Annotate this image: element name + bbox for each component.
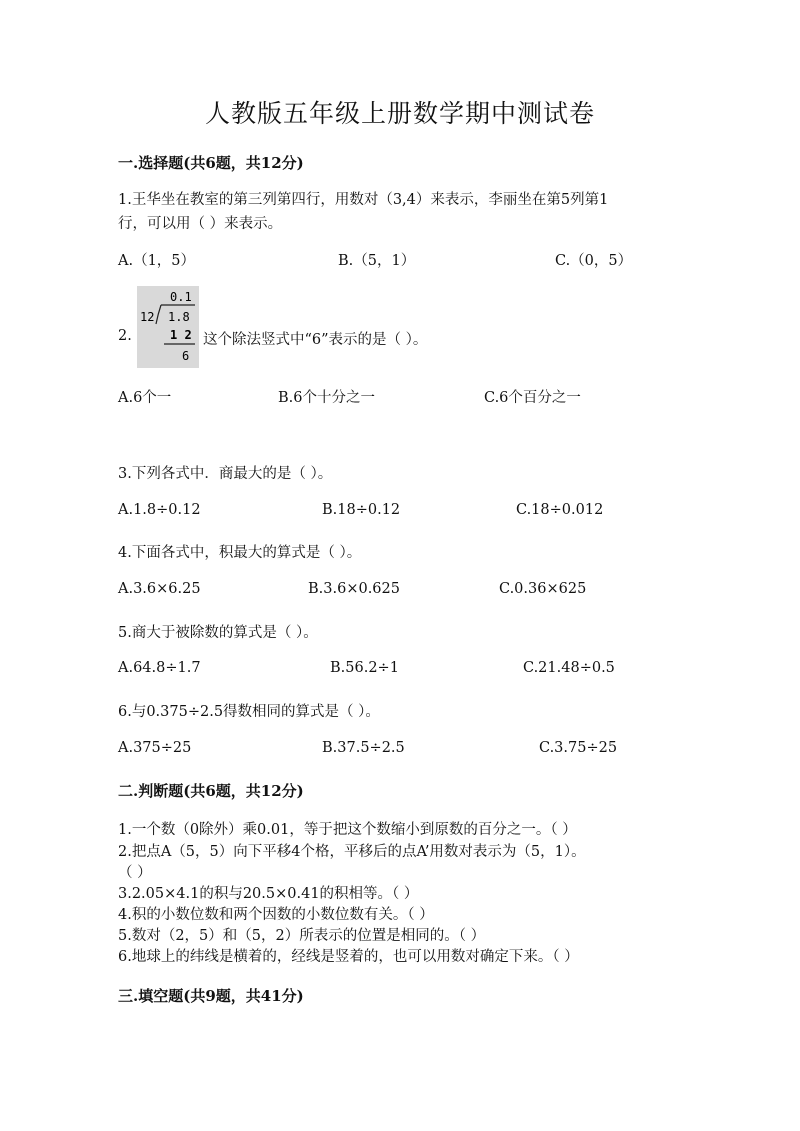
question-3-option-c: C.18÷0.012 — [516, 502, 604, 518]
figure-bracket-curve — [156, 305, 161, 324]
judgement-item-5: 5.数对（2，5）和（5，2）所表示的位置是相同的。（ ） — [118, 928, 486, 944]
question-3-text: 3.下列各式中．商最大的是（ ）。 — [118, 466, 333, 482]
question-2-option-b: B.6个十分之一 — [278, 390, 375, 406]
question-2-number: 2. — [118, 328, 132, 344]
question-6-text: 6.与0.375÷2.5得数相同的算式是（ ）。 — [118, 704, 380, 720]
question-5-text: 5.商大于被除数的算式是（ ）。 — [118, 625, 318, 641]
question-3-option-a: A.1.8÷0.12 — [118, 502, 201, 518]
judgement-item-2-bracket: （ ） — [118, 865, 152, 881]
question-6-option-c: C.3.75÷25 — [539, 740, 618, 756]
question-4-option-c: C.0.36×625 — [499, 581, 587, 597]
section-heading-fill-in: 三.填空题(共9题，共41分) — [118, 987, 304, 1005]
judgement-item-6: 6.地球上的纬线是横着的，经线是竖着的，也可以用数对确定下来。（ ） — [118, 949, 579, 965]
question-2-option-c: C.6个百分之一 — [484, 390, 581, 406]
page-title: 人教版五年级上册数学期中测试卷 — [204, 99, 595, 128]
question-6-option-b: B.37.5÷2.5 — [322, 740, 405, 756]
question-1-option-a: A.（1，5） — [118, 253, 196, 269]
section-heading-judgement: 二.判断题(共6题，共12分) — [118, 782, 304, 800]
question-5-option-a: A.64.8÷1.7 — [118, 660, 201, 676]
question-5-option-b: B.56.2÷1 — [330, 660, 399, 676]
question-1-line-2: 行，可以用（ ）来表示。 — [118, 216, 283, 232]
question-4-text: 4.下面各式中，积最大的算式是（ ）。 — [118, 545, 362, 561]
question-1-option-c: C.（0，5） — [555, 253, 633, 269]
long-division-diagram — [137, 286, 199, 368]
question-3-option-b: B.18÷0.12 — [322, 502, 401, 518]
section-heading-choice: 一.选择题(共6题，共12分) — [118, 154, 304, 172]
judgement-item-1: 1.一个数（0除外）乘0.01，等于把这个数缩小到原数的百分之一。（ ） — [118, 822, 577, 838]
question-2-option-a: A.6个一 — [118, 390, 172, 406]
division-figure — [137, 286, 199, 368]
figure-dividend: 1.8 — [168, 310, 190, 324]
question-4-option-b: B.3.6×0.625 — [308, 581, 400, 597]
question-5-option-c: C.21.48÷0.5 — [523, 660, 615, 676]
figure-divisor: 12 — [140, 310, 155, 324]
figure-remainder: 6 — [182, 349, 190, 363]
question-4-option-a: A.3.6×6.25 — [118, 581, 201, 597]
question-6-option-a: A.375÷25 — [118, 740, 192, 756]
figure-product: 1 2 — [170, 328, 192, 342]
figure-quotient: 0.1 — [170, 290, 192, 304]
judgement-item-4: 4.积的小数位数和两个因数的小数位数有关。（ ） — [118, 907, 434, 923]
judgement-item-3: 3.2.05×4.1的积与20.5×0.41的积相等。（ ） — [118, 886, 419, 902]
question-1-option-b: B.（5，1） — [338, 253, 416, 269]
question-1-line-1: 1.王华坐在教室的第三列第四行，用数对（3,4）来表示，李丽坐在第5列第1 — [118, 192, 609, 208]
judgement-item-2: 2.把点A（5，5）向下平移4个格，平移后的点A’用数对表示为（5，1）。 — [118, 844, 586, 860]
question-2-text: 这个除法竖式中“6”表示的是（ ）。 — [203, 332, 428, 348]
